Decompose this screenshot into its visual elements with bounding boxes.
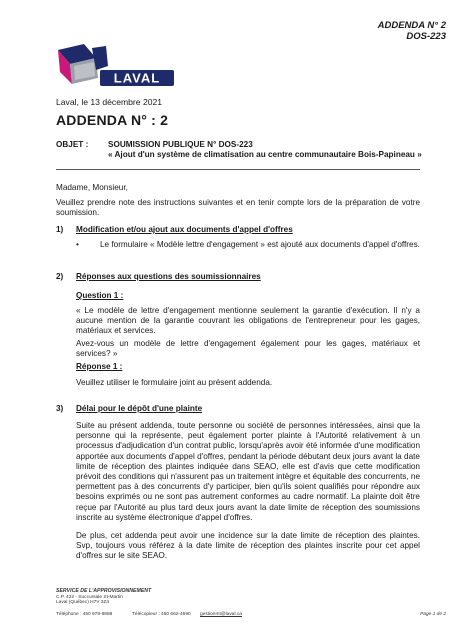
footer-organization: SERVICE DE L'APPROVISIONNEMENT xyxy=(56,588,152,594)
objet-line-1: SOUMISSION PUBLIQUE N° DOS-223 xyxy=(108,140,253,149)
letter-date: Laval, le 13 décembre 2021 xyxy=(56,97,163,107)
addenda-reference: ADDENDA N° 2 xyxy=(377,20,446,31)
section-3-paragraph-2: De plus, cet addenda peut avoir une incidence sur la date limite de réception des plaintes. Svp, toujours vous référez à la date limite de réception des plaintes inscrite pour cet appel d'offres sur le site SEAO. xyxy=(76,531,420,561)
svg-text:LAVAL: LAVAL xyxy=(113,70,161,86)
section-3-title: Délai pour le dépôt d'une plainte xyxy=(76,404,203,413)
divider xyxy=(56,169,420,170)
section-2-title: Réponses aux questions des soumissionnaires xyxy=(76,272,261,281)
objet-text xyxy=(108,140,424,160)
footer-email-link[interactable]: gestionmt@laval.ca xyxy=(200,612,242,617)
answer-1-text: Veuillez utiliser le formulaire joint au présent addenda. xyxy=(76,378,273,387)
footer-address-line-2: Laval (Québec) H7V 3Z4 xyxy=(56,600,110,606)
objet-label: OBJET : xyxy=(56,140,89,149)
greeting: Madame, Monsieur, xyxy=(56,183,128,192)
section-1-number: 1) xyxy=(56,225,64,234)
answer-1-label: Réponse 1 : xyxy=(76,362,123,371)
dos-reference: DOS-223 xyxy=(406,31,446,42)
footer-address xyxy=(56,589,151,606)
laval-logo xyxy=(56,44,176,90)
footer-telephone: Téléphone : 450 978-6888 xyxy=(56,612,113,617)
section-2-number: 2) xyxy=(56,272,64,281)
section-3-number: 3) xyxy=(56,404,64,413)
header-reference xyxy=(378,20,446,42)
question-1-label: Question 1 : xyxy=(76,291,124,300)
question-1-paragraph-2: Avez-vous un modèle de lettre d'engagement également pour les gages, matériaux et services? » xyxy=(76,339,420,359)
section-3-paragraph-1: Suite au présent addenda, toute personne ou société de personnes intéressées, ainsi que la personne qui la représente, peut également porter plainte à l'Autorité relativement à un processus d'adjudication d'un contrat public, lorsqu'après avoir été informée d'une modification apportée aux documents d'appel d'offres, pendant la période débutant deux jours avant la date limite de réception des plaintes indiquée dans SEAO, elle est d'avis que cette modification prévoit des conditions qui n'assurent pas un traitement intègre et équitable des concurrents, ne permettent pas à des concurrents d'y participer, bien qu'ils soient qualifiés pour répondre aux besoins exprimés ou ne sont pas autrement conformes au cadre normatif. La plainte doit être reçue par l'Autorité au plus tard deux jours avant la date limite de réception des soumissions inscrite au système électronique d'appel d'offres. xyxy=(76,421,420,522)
intro-paragraph: Veuillez prendre note des instructions suivantes et en tenir compte lors de la préparation de votre soumission. xyxy=(56,198,420,218)
page-number: Page 1 de 2 xyxy=(420,612,446,617)
bullet-icon: • xyxy=(76,240,79,249)
section-1-title: Modification et/ou ajout aux documents d'appel d'offres xyxy=(76,225,293,234)
footer-fax: Télécopieur : 450 662-4590 xyxy=(132,612,191,617)
objet-line-2: « Ajout d'un système de climatisation au centre communautaire Bois-Papineau » xyxy=(108,150,422,159)
page-title: ADDENDA N° : 2 xyxy=(56,112,169,128)
question-1-paragraph-1: « Le modèle de lettre d'engagement mentionne seulement la garantie d'exécution. Il n'y a aucune mention de la garantie couvrant les obligations de l'entrepreneur pour les gages, matériaux et services. xyxy=(76,306,420,336)
footer-address-line-1: C.P. 422 - Succursale St-Martin xyxy=(56,594,123,600)
section-1-item: Le formulaire « Modèle lettre d'engagement » est ajouté aux documents d'appel d'offres. xyxy=(100,240,420,249)
